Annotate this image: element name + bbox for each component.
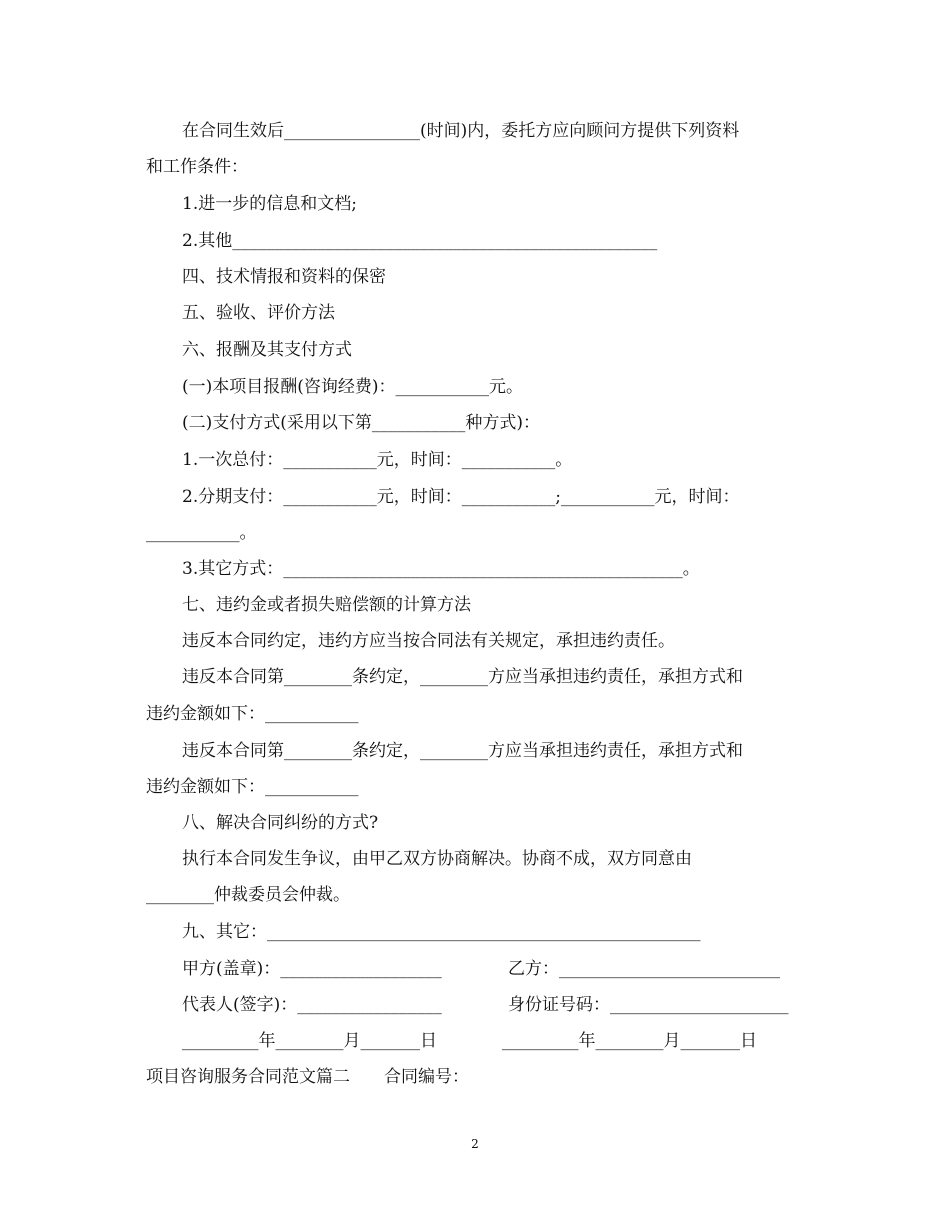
paragraph-line: 执行本合同发生争议，由甲乙双方协商解决。协商不成，双方同意由	[182, 849, 692, 869]
section-heading: 七、违约金或者损失赔偿额的计算方法	[182, 595, 471, 615]
section-heading: 八、解决合同纠纷的方式?	[182, 813, 379, 833]
party-b-date: _________年________月_______日	[502, 1031, 757, 1051]
paragraph-line: 和工作条件：	[146, 157, 248, 177]
party-b-field: 乙方：__________________________	[508, 959, 780, 979]
party-a-date: _________年________月_______日	[182, 1031, 437, 1051]
next-section-title: 项目咨询服务合同范文篇二 合同编号：	[146, 1067, 469, 1087]
list-item: 1.一次总付：___________元，时间：___________。	[182, 450, 573, 470]
paragraph-line: (一)本项目报酬(咨询经费)：___________元。	[182, 377, 524, 397]
paragraph-line: 违反本合同约定，违约方应当按合同法有关规定，承担违约责任。	[182, 631, 675, 651]
representative-signature: 代表人(签字)：_________________	[182, 995, 442, 1015]
id-number-field: 身份证号码：_____________________	[508, 995, 789, 1015]
list-item: 1.进一步的信息和文档;	[182, 194, 357, 214]
list-item: 2.其他__________________________________________________	[182, 231, 658, 251]
paragraph-line: 违反本合同第________条约定，________方应当承担违约责任，承担方式和	[182, 741, 743, 761]
paragraph-line: 违反本合同第________条约定，________方应当承担违约责任，承担方式和	[182, 667, 743, 687]
paragraph-line: 在合同生效后________________(时间)内，委托方应向顾问方提供下列资料	[182, 121, 740, 141]
paragraph-line: 违约金额如下：___________	[146, 777, 359, 797]
paragraph-line: ________仲裁委员会仲裁。	[146, 885, 350, 905]
page-number: 2	[471, 1137, 479, 1151]
paragraph-line: ___________。	[146, 523, 257, 543]
paragraph-line: 违约金额如下：___________	[146, 704, 359, 724]
section-heading: 六、报酬及其支付方式	[182, 340, 352, 360]
paragraph-line: (二)支付方式(采用以下第___________种方式)：	[182, 413, 541, 433]
section-heading: 五、验收、评价方法	[182, 303, 335, 323]
section-heading: 四、技术情报和资料的保密	[182, 267, 386, 287]
party-a-seal: 甲方(盖章)：___________________	[182, 959, 442, 979]
list-item: 3.其它方式：_______________________________________________。	[182, 559, 700, 579]
list-item: 2.分期支付：___________元，时间：___________;___________元，时间：	[182, 487, 740, 507]
section-heading: 九、其它：___________________________________________________	[182, 922, 701, 942]
